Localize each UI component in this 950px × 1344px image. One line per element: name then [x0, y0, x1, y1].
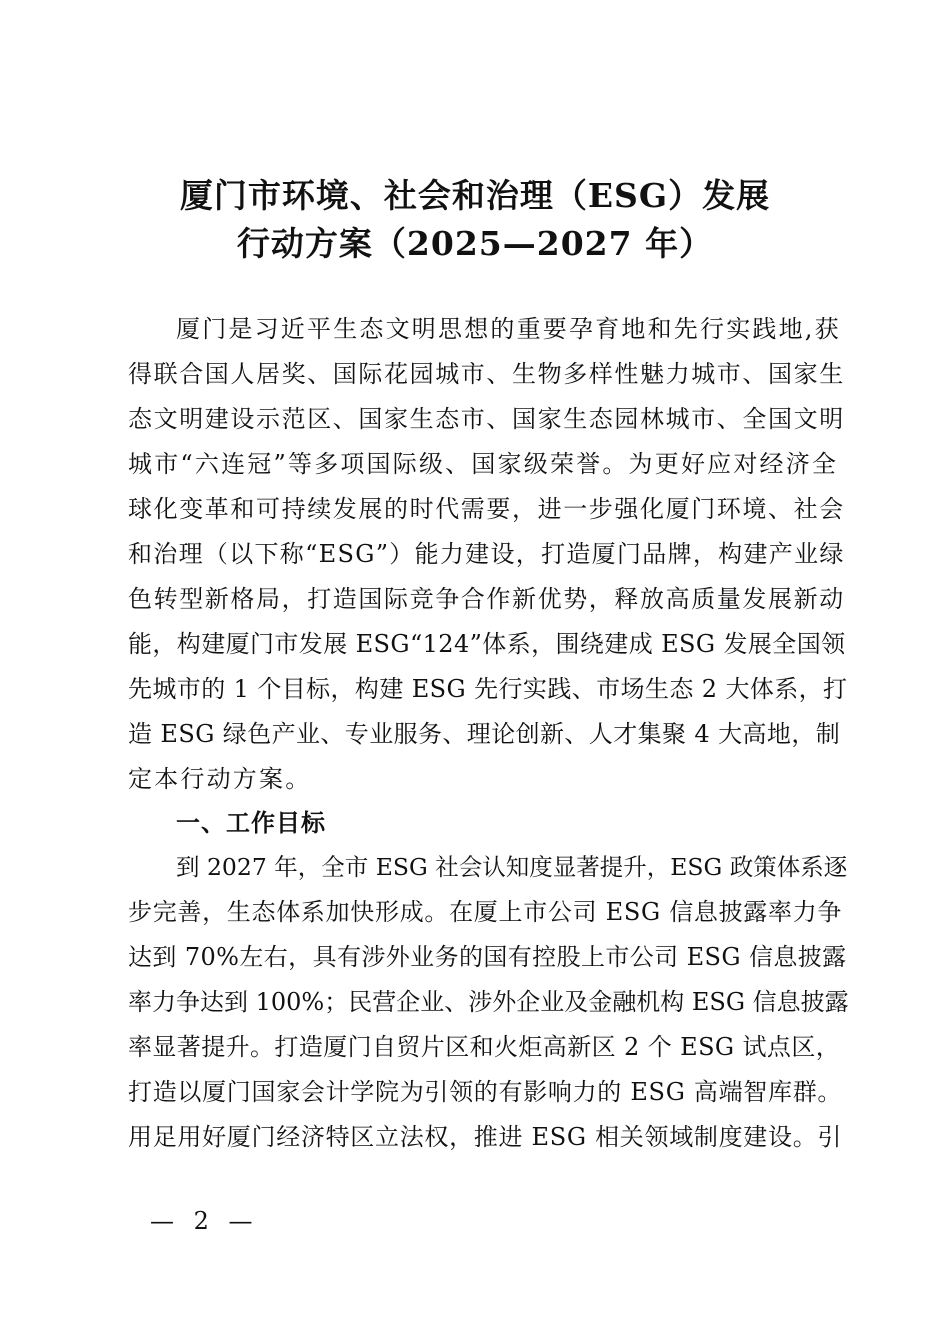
intro-line: 能，构建厦门市发展 ESG“124”体系，围绕建成 ESG 发展全国领 [128, 630, 846, 658]
intro-line: 得联合国人居奖、国际花园城市、生物多样性魅力城市、国家生 [128, 360, 845, 388]
intro-line: 厦门是习近平生态文明思想的重要孕育地和先行实践地,获 [176, 315, 841, 343]
section-line: 打造以厦门国家会计学院为引领的有影响力的 ESG 高端智库群。 [128, 1078, 843, 1106]
section-line: 率力争达到 100%；民营企业、涉外企业及金融机构 ESG 信息披露 [128, 988, 849, 1016]
page-number: — 2 — [150, 1207, 259, 1235]
section-line: 达到 70%左右，具有涉外业务的国有控股上市公司 ESG 信息披露 [128, 943, 847, 971]
section-line: 步完善，生态体系加快形成。在厦上市公司 ESG 信息披露率力争 [128, 898, 843, 926]
section-line: 用足用好厦门经济特区立法权，推进 ESG 相关领域制度建设。引 [128, 1123, 843, 1151]
intro-line: 城市“六连冠”等多项国际级、国家级荣誉。为更好应对经济全 [128, 450, 839, 478]
section-line: 率显著提升。打造厦门自贸片区和火炬高新区 2 个 ESG 试点区， [128, 1033, 841, 1061]
intro-line: 色转型新格局，打造国际竞争合作新优势，释放高质量发展新动 [128, 585, 845, 613]
intro-line: 造 ESG 绿色产业、专业服务、理论创新、人才集聚 4 大高地，制 [128, 720, 841, 748]
intro-line: 定本行动方案。 [128, 765, 312, 793]
document-title-line-2: 行动方案（2025—2027 年） [236, 224, 714, 263]
intro-line: 球化变革和可持续发展的时代需要，进一步强化厦门环境、社会 [128, 495, 845, 523]
intro-line: 先城市的 1 个目标，构建 ESG 先行实践、市场生态 2 大体系，打 [128, 675, 848, 703]
section-line: 到 2027 年，全市 ESG 社会认知度显著提升，ESG 政策体系逐 [176, 853, 848, 881]
intro-line: 和治理（以下称“ESG”）能力建设，打造厦门品牌，构建产业绿 [128, 540, 845, 568]
document-title-line-1: 厦门市环境、社会和治理（ESG）发展 [179, 176, 771, 215]
section-heading-work-goals: 一、工作目标 [176, 809, 326, 837]
intro-line: 态文明建设示范区、国家生态市、国家生态园林城市、全国文明 [128, 405, 845, 433]
